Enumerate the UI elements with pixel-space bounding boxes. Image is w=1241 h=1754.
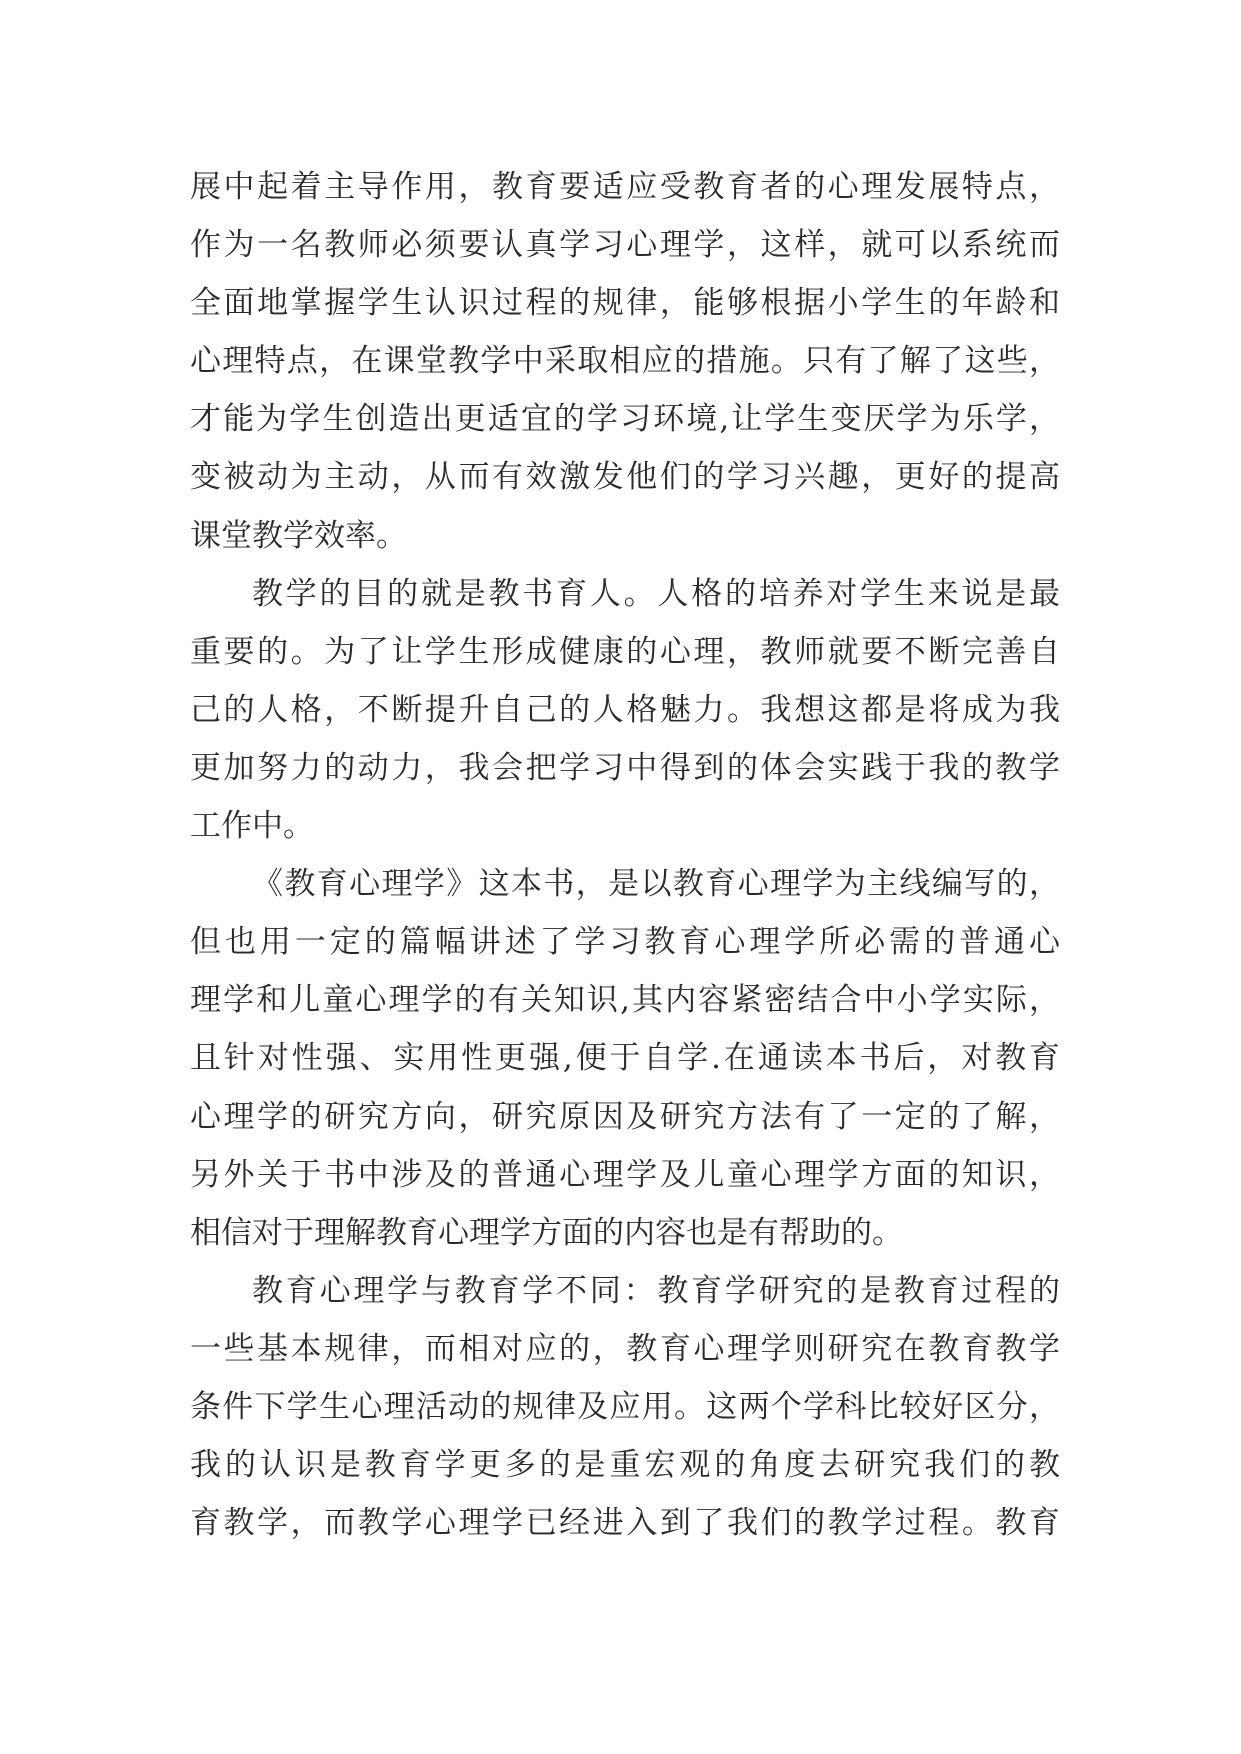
text-line: 作为一名教师必须要认真学习心理学，这样，就可以系统而 [190, 227, 1060, 264]
text-line: 心理学的研究方向，研究原因及研究方法有了一定的了解， [190, 1098, 1060, 1135]
text-line: 更加努力的动力，我会把学习中得到的体会实践于我的教学 [190, 749, 1060, 786]
text-line: 另外关于书中涉及的普通心理学及儿童心理学方面的知识， [190, 1156, 1060, 1193]
text-line: 全面地掌握学生认识过程的规律，能够根据小学生的年龄和 [190, 285, 1060, 322]
text-line: 课堂教学效率。 [190, 517, 407, 554]
text-line: 才能为学生创造出更适宜的学习环境,让学生变厌学为乐学， [190, 401, 1060, 438]
text-line: 理学和儿童心理学的有关知识,其内容紧密结合中小学实际， [190, 982, 1060, 1019]
text-line: 但也用一定的篇幅讲述了学习教育心理学所必需的普通心 [190, 924, 1060, 961]
body-text [190, 158, 1060, 1552]
text-line: 相信对于理解教育心理学方面的内容也是有帮助的。 [190, 1214, 903, 1251]
text-line: 心理特点，在课堂教学中采取相应的措施。只有了解了这些， [190, 343, 1060, 380]
text-line: 教学的目的就是教书育人。人格的培养对学生来说是最 [252, 575, 1060, 612]
paragraph-1 [190, 158, 1060, 565]
text-line: 展中起着主导作用，教育要适应受教育者的心理发展特点， [190, 169, 1060, 205]
text-line: 我的认识是教育学更多的是重宏观的角度去研究我们的教 [190, 1447, 1060, 1484]
text-line: 教育心理学与教育学不同：教育学研究的是教育过程的 [252, 1272, 1060, 1309]
text-line: 工作中。 [190, 808, 314, 845]
text-line: 育教学，而教学心理学已经进入到了我们的教学过程。教育 [190, 1505, 1060, 1542]
paragraph-4 [190, 1262, 1060, 1552]
paragraph-3 [190, 855, 1060, 1262]
text-line: 一些基本规律，而相对应的，教育心理学则研究在教育教学 [190, 1330, 1060, 1367]
text-line: 变被动为主动，从而有效激发他们的学习兴趣，更好的提高 [190, 459, 1060, 496]
text-line: 条件下学生心理活动的规律及应用。这两个学科比较好区分， [190, 1388, 1060, 1425]
text-line: 《教育心理学》这本书，是以教育心理学为主线编写的， [252, 866, 1060, 903]
paragraph-2 [190, 565, 1060, 855]
text-line: 重要的。为了让学生形成健康的心理，教师就要不断完善自 [190, 633, 1060, 670]
text-line: 己的人格，不断提升自己的人格魅力。我想这都是将成为我 [190, 691, 1060, 728]
text-line: 且针对性强、实用性更强,便于自学.在通读本书后，对教育 [190, 1040, 1060, 1077]
